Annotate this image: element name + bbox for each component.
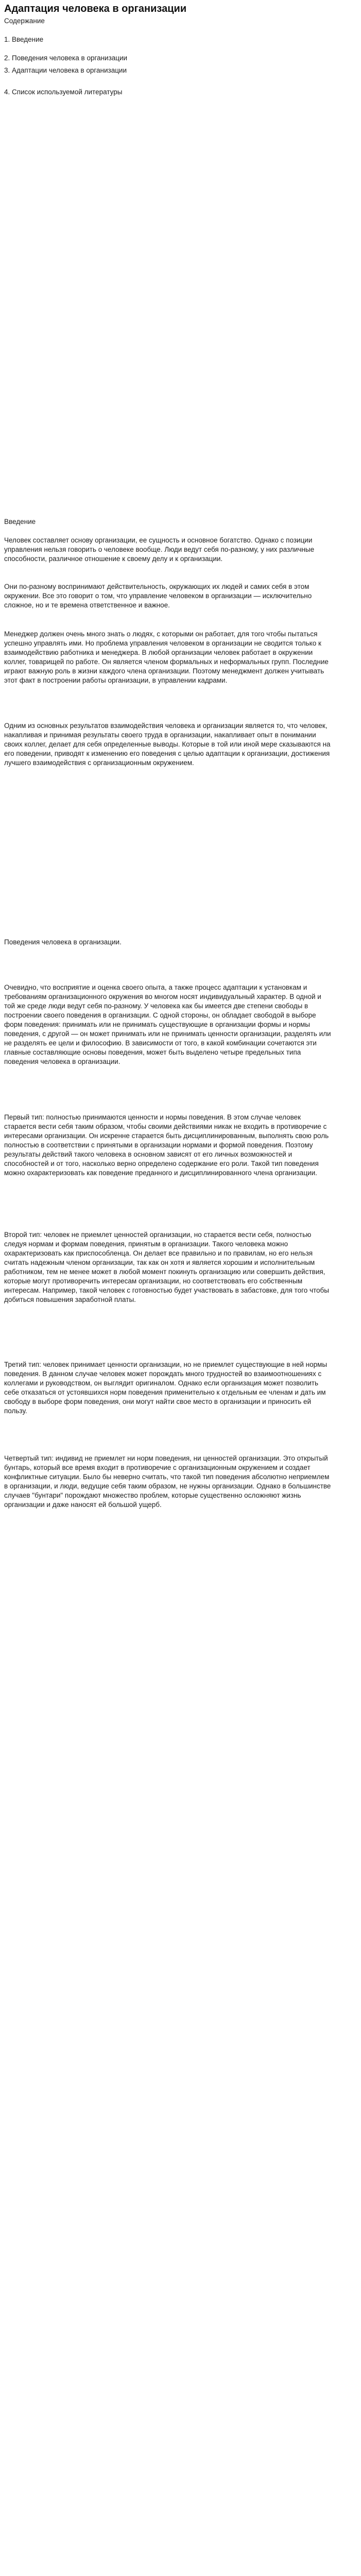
behavior-paragraph-2: Первый тип: полностью принимаются ценности и нормы поведения. В этом случае человек старается вести себя таким образом, чтобы своими действиями никак не входить в противоречие с интересами организации. Он искренне старается быть дисциплинированным, выполнять свою роль полностью в соответствии с принятыми в организации нормами и формой поведения. Поэтому результаты действий такого человека в основном зависят от его личных возможностей и способностей и от того, насколько верно определено содержание его роли. Такой тип поведения можно охарактеризовать как поведение преданного и дисциплинированного члена организации.	[4, 1113, 329, 1177]
behavior-heading: Поведения человека в организации.	[4, 938, 122, 946]
toc-item-4: 4. Список используемой литературы	[4, 88, 123, 96]
toc-item-1: 1. Введение	[4, 36, 44, 43]
behavior-paragraph-4: Третий тип: человек принимает ценности организации, но не приемлет существующие в ней нормы поведения. В данном случае человек может порождать много трудностей во взаимоотношениях с коллегами и руководством, он выглядит оригиналом. Однако если организация может позволить себе отказаться от устоявшихся норм поведения применительно к отдельным ее членам и дать им свободу в выборе форм поведения, они могут найти свое место в организации и приносить ей пользу.	[4, 1361, 328, 1415]
behavior-paragraph-3: Второй тип: человек не приемлет ценностей организации, но старается вести себя, полностью следуя нормам и формам поведения, принятым в организации. Такого человека можно охарактеризовать как приспособленца. Он делает все правильно и по правилам, но его нельзя считать надежным членом организации, так как он хотя и является хорошим и исполнительным работником, тем не менее может в любой момент покинуть организацию или совершить действия, которые могут противоречить интересам организации, но соответствовать его собственным интересам. Например, такой человек с готовностью будет участвовать в забастовке, для того чтобы добиться повышения заработной платы.	[4, 1231, 329, 1303]
behavior-paragraph-5: Четвертый тип: индивид не приемлет ни норм поведения, ни ценностей организации. Это открытый бунтарь, который все время входит в противоречие с организационным окружением и создает конфликтные ситуации. Было бы неверно считать, что такой тип поведения абсолютно неприемлем в организации, и люди, ведущие себя таким образом, не нужны организации. Однако в большинстве случаев "бунтари" порождают множество проблем, которые существенно осложняют жизнь организации и даже наносят ей большой ущерб.	[4, 1454, 331, 1509]
behavior-paragraph-1: Очевидно, что восприятие и оценка своего опыта, а также процесс адаптации к установкам и требованиям организационного окружения во многом носят индивидуальный характер. В одной и той же среде люди ведут себя по-разному. У человека как бы имеется две степени свободы в построении своего поведения в организации. С одной стороны, он обладает свободой в выборе форм поведения: принимать или не принимать существующие в организации формы и нормы поведения, с другой — он может принимать или не принимать ценности организации, разделять или не разделять ее цели и философию. В зависимости от того, в какой комбинации сочетаются эти главные составляющие основы поведения, может быть выделено четыре предельных типа поведения человека в организации.	[4, 984, 331, 1065]
intro-heading: Введение	[4, 518, 36, 526]
intro-paragraph-3: Менеджер должен очень много знать о людях, с которыми он работает, для того чтобы пытаться успешно управлять ими. Но проблема управления человеком в организации не сводится только к взаимодействию работника и менеджера. В любой организации человек работает в окружении коллег, товарищей по работе. Он является членом формальных и неформальных групп. Последние играют важную роль в жизни каждого члена организации. Поэтому менеджмент должен учитывать этот факт в построении работы организации, в управлении кадрами.	[4, 630, 329, 684]
toc-heading: Содержание	[4, 17, 45, 25]
page-title: Адаптация человека в организации	[4, 3, 187, 14]
toc-item-2: 2. Поведения человека в организации	[4, 54, 128, 62]
toc-item-3: 3. Адаптации человека в организации	[4, 66, 127, 74]
intro-paragraph-1: Человек составляет основу организации, ее сущность и основное богатство. Однако с позиции управления нельзя говорить о человеке вообще. Люди ведут себя по-разному, у них различные способности, различное отношение к своему делу и к организации.	[4, 536, 315, 563]
intro-paragraph-4: Одним из основных результатов взаимодействия человека и организации является то, что человек, накапливая и принимая результаты своего труда в организации, накапливает опыт в понимании своих коллег, делает для себя определенные выводы. Которые в той или иной мере сказываются на его поведении, приводят к изменению его поведения с целью адаптации к организации, достижения лучшего взаимодействия с организационным окружением.	[4, 722, 331, 767]
intro-paragraph-2: Они по-разному воспринимают действительность, окружающих их людей и самих себя в этом окружении. Все это говорит о том, что управление человеком в организации — исключительно сложное, но и те времена ответственное и важное.	[4, 583, 312, 609]
